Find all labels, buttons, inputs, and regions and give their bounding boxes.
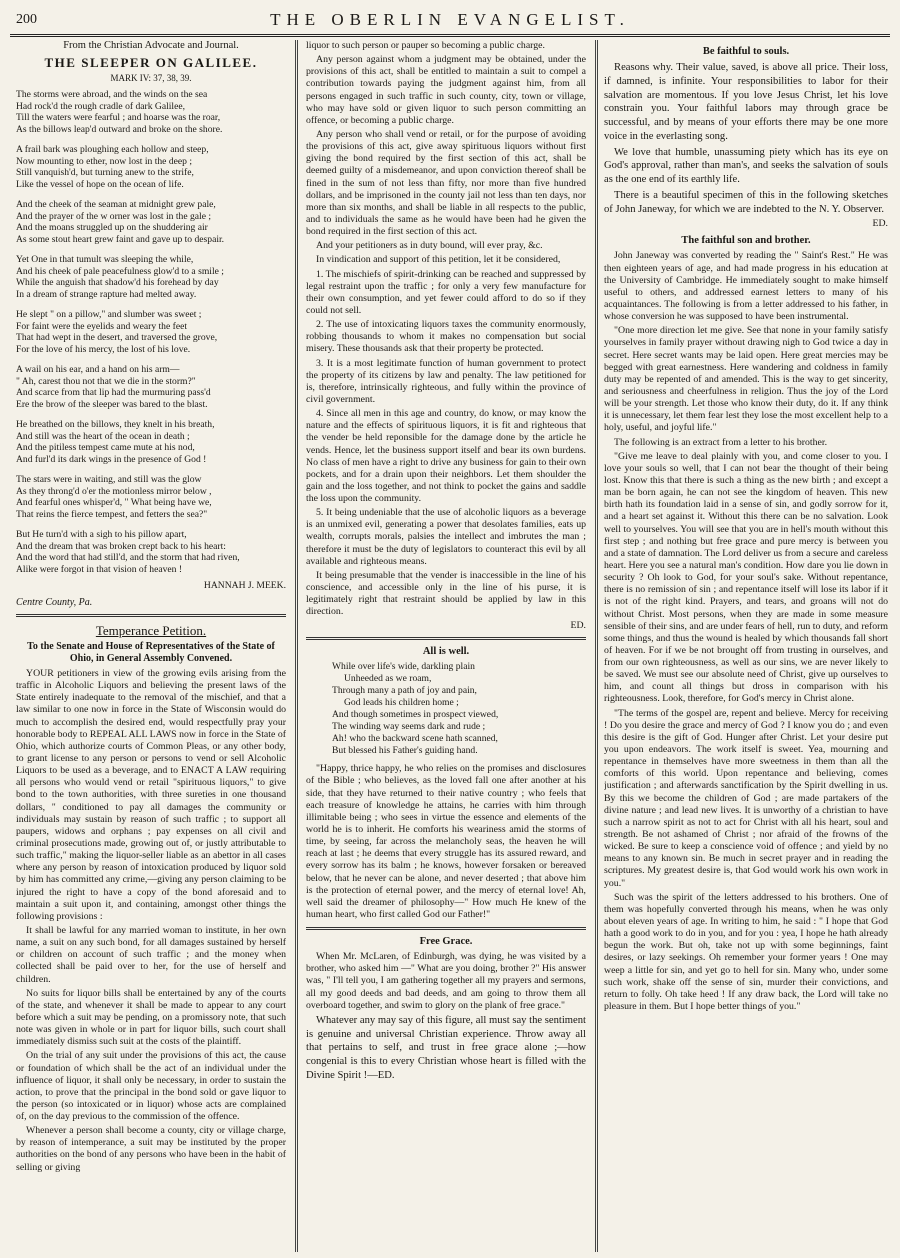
- poem-line: He slept " on a pillow," and slumber was sweet ;: [16, 309, 202, 320]
- section-divider: [306, 927, 586, 930]
- faithful-son-title: The faithful son and brother.: [681, 235, 811, 247]
- poem-line: " Ah, carest thou not that we die in the storm?": [16, 375, 196, 387]
- petition-paragraph: Any person against whom a judgment may be obtained, under the provisions of this act, shall be entitled to maintain a suit to compel a contribution towards paying the judgment against him, from all persons engaged in such traffic in such county, city, town or village, who may have sold or given liquor to such person committing an offence, or becoming a public charge.: [306, 54, 586, 126]
- poem-scripture: MARK IV: 37, 38, 39.: [110, 73, 192, 83]
- petition-paragraph: Whenever a person shall become a county, city or village charge, by reason of intemperance, a suit may be instituted by the proper authorities on the bond of any persons who have been in the habit of selling or giving: [16, 1125, 286, 1173]
- faithful-son-paragraph: "The terms of the gospel are, repent and believe. Mercy for receiving ! Do you desire the grace and mercy of God ? I know you do ; and even this desire is the gift of God. Hunger after Christ. Let your desire put you upon endeavors. The work itself is sweet. Yea, mourning and repentance in themselves have more sweetness in them than all the comforts of this world. Upon repentance and believing, comes justification ; and afterwards sanctification by the Spirit dwelling in us. By this we become the children of God ; are made partakers of the divine nature ; and lead new lives. It is unworthy of a christian to have such a narrow spirit as not to act for Christ with all his heart, soul and strength. Be not ashamed of Christ ; nor afraid of the frowns of the wicked. Be sure to keep a conscience void of offence ; and yield by no means to any known sin. Be much in secret prayer and in reading the scriptures. My greatest desire is, that God would work his own work in you.": [604, 707, 888, 889]
- all-is-well-title: All is well.: [422, 646, 470, 658]
- free-grace-title: Free Grace.: [419, 936, 473, 948]
- section-divider: [306, 637, 586, 640]
- column-divider: [295, 40, 298, 1252]
- poem-author: HANNAH J. MEEK.: [203, 580, 286, 591]
- poem-stanza: [16, 144, 286, 190]
- petition-paragraph: On the trial of any suit under the provisions of this act, the cause or foundation of which shall be the act of an individual under the influence of liquor, it shall only be necessary, in order to sustain the action, to prove that the principal in the bond sold or gave liquor to the person (so intoxicated or in liquor) whose acts are complained of, on the day previous to the commission of the offence.: [16, 1050, 286, 1123]
- poem-line: A frail bark was ploughing each hollow and steep,: [16, 144, 209, 155]
- poem-line: The storms were abroad, and the winds on the sea: [16, 89, 208, 100]
- poem-line: Had rock'd the rough cradle of dark Galilee,: [16, 100, 186, 112]
- poem-line: Still vanquish'd, but turning anew to the strife,: [16, 167, 194, 178]
- poem-line: And furl'd its dark wings in the presence of God !: [16, 453, 207, 465]
- vindication-paragraph: In vindication and support of this petition, let it be considered,: [316, 254, 561, 266]
- faithful-son-paragraph: "Give me leave to deal plainly with you, and come closer to you. I love your souls so well, that I can not bear the thought of their being lost. Know this that there is such a thing as the new birth ; and except a man be born again, he can not see the kingdom of heaven. This new birth hath its foundation laid in a sense of sin, and godly sorrow for it, and a heart set against it. Without this there can be no salvation. Look well to yourselves. You will see that you are in hell's mouth without this first step ; and nothing but free grace and pure mercy is between you and a state of damnation. The Lord deliver us from a secure and careless heart. Here you see a natural man's condition. How dare you lie down in security ? Oh look to God, for your soul's sake. Without repentance, there is no remission of sin ; and repentance itself will lose its labor if it is not of the right kind. Prayers, and tears, and groans will not do without Christ. Most persons, when they are made in some measure sensible of their sins, and are under fears of hell, run to duty, and reform some things, and thus the wound is healed by which thousands fall short of heaven. For if we be not brought off from trusting in ourselves, and from our own righteousness, as well as our sins, we are never likely to be saved. We must see our absolute need of Christ, give up ourselves to him, and count all things but dross in comparison with his righteousness. Look, therefore, for God's mercy in Christ alone.: [604, 450, 888, 705]
- poem-line: The stars were in waiting, and still was the glow: [16, 474, 202, 485]
- page-number: 200: [16, 12, 37, 27]
- poem-line: And still was the heart of the ocean in death ;: [16, 430, 190, 442]
- poem-line: While the anguish that shadow'd his forehead by day: [16, 277, 219, 288]
- poem-stanza: [16, 254, 286, 300]
- editor-signature: ED.: [872, 218, 888, 230]
- petition-title: Temperance Petition.: [95, 623, 207, 638]
- poem-line: He breathed on the billows, they knelt in his breath,: [16, 419, 215, 430]
- poem-place: Centre County, Pa.: [16, 597, 93, 608]
- poem-line: And the moans struggled up on the shuddering air: [16, 222, 208, 233]
- faithful-son-paragraph: John Janeway was converted by reading the " Saint's Rest." He was then eighteen years of age, and had made progress in his education at the University of Cambridge. He immediately sought to make himself useful to others, and addressed earnest letters to many of his acquaintances. The following is from a letter addressed to his father, in whose conversion he was supposed to have been instrumental.: [604, 250, 888, 323]
- petition-paragraph: And your petitioners as in duty bound, will ever pray, &c.: [316, 240, 543, 252]
- petition-paragraph: No suits for liquor bills shall be entertained by any of the courts of the state, and whenever it shall be made to appear to any court before which a suit may be pending, on a promissory note, that such note was given in whole or in part for liquor bills, such court shall immediately dismiss such suit at the costs of the plaintiff.: [16, 987, 286, 1048]
- poem-line: And his cheek of pale peacefulness glow'd to a smile ;: [16, 265, 224, 277]
- vindication-paragraph: 1. The mischiefs of spirit-drinking can be reached and suppressed by legal restraint upon the traffic ; for only a very few manufacture for their own consumption, and yet fewer could afford to do so if they could not sell.: [306, 268, 586, 316]
- vindication-paragraph: 3. It is a most legitimate function of human government to protect the property of its citizens by law and penalty. The law petitioned for is, therefore, intrinsically righteous, and fully within the province of civil government.: [306, 357, 586, 405]
- poem-line: And the prayer of the w orner was lost in the gale ;: [16, 210, 212, 222]
- masthead: THE OBERLIN EVANGELIST.: [270, 10, 630, 29]
- poem-line: Ere the brow of the sleeper was bared to the blast.: [16, 398, 208, 410]
- poem-line: And the word that had still'd, and the storm that had riven,: [16, 552, 240, 563]
- poem-line: The winding way seems dark and rude ;: [332, 721, 486, 733]
- poem-line: Unheeded as we roam,: [344, 673, 432, 685]
- poem-line: Till the waters were fearful ; and hoarse was the roar,: [16, 112, 221, 123]
- poem-line: As some stout heart grew faint and gave up to despair.: [16, 233, 225, 245]
- page-header: [10, 4, 890, 34]
- column-right: [604, 40, 888, 1250]
- faithful-son-paragraph: The following is an extract from a letter to his brother.: [614, 436, 828, 448]
- poem-source: From the Christian Advocate and Journal.: [63, 40, 239, 51]
- column-middle: [306, 40, 586, 1250]
- vindication-paragraph: 4. Since all men in this age and country, do know, or may know the nature and the effects of spirituous liquors, it is fit and righteous that the vender be held reponsible for the damage done by the article he vends. Hence, let the business support itself and bear its own burdens. No class of men have a right to drive any business for gain to their own pockets, and for a drain upon their neighbors. Let them shoulder the gain and the loss together, and not think to pocket the gains and saddle the loss upon the community.: [306, 408, 586, 505]
- petition-paragraph: liquor to such person or pauper so becoming a public charge.: [306, 40, 545, 51]
- faithful-to-souls-paragraph: We love that humble, unassuming piety which has its eye on God's approval, rather than man's, and seeks the salvation of souls as the one end of its earthly life.: [604, 146, 888, 186]
- petition-paragraph: YOUR petitioners in view of the growing evils arising from the traffic in Alcoholic Liquors and believing the present laws of the State entirely inadequate to the removal of the mischief, and that a law similar to one now in force in the State of Wisconsin would do much to accomplish the desired end, would respectfully pray your honorable body to REPEAL ALL LAWS now in force in the State of Ohio, which authorize courts of Common Pleas, or any other body, to grant license to any person or persons to vend or sell Alcoholic Liquors to be used as a beverage, and to ENACT A LAW requiring all persons who would vend or retail "spirituous liquors," to give bond to the town authorities, with three sureties in one thousand dollars, " conditioned to pay all damages the community or individuals may sustain by reason of such traffic ; to support all paupers, widows and orphans ; pay expenses on all civil and criminal prosecutions made, growing out of, or justly attributable to such traffic," making the liquor-seller liable as an abettor in all cases where any person by reason of intoxication produced by liquor sold by him has committed any crime,—giving any person claiming to be injured the right to have a copy of the bond aforesaid and to maintain a suit upon it, and containing, amongst other things the following provisions :: [16, 668, 286, 922]
- poem-line: And scarce from that lip had the murmuring pass'd: [16, 387, 211, 398]
- poem-line: God leads his children home ;: [344, 697, 459, 709]
- poem-line: As they throng'd o'er the motionless mirror below ,: [16, 485, 212, 497]
- poem-stanza: [16, 364, 286, 410]
- poem-line: Through many a path of joy and pain,: [332, 685, 477, 697]
- poem-line: A wail on his ear, and a hand on his arm—: [16, 364, 180, 375]
- editor-signature: ED.: [570, 620, 586, 632]
- poem-line: Alike were forgot in that vision of heaven !: [16, 563, 183, 575]
- all-is-well-poem: [332, 661, 586, 757]
- poem-stanza: [16, 529, 286, 575]
- poem-line: For the love of his mercy, the lost of his love.: [16, 343, 191, 355]
- poem-line: And the pitiless tempest came mute at his nod,: [16, 442, 195, 453]
- poem-stanza: [16, 199, 286, 245]
- poem-line: As the billows leap'd outward and broke on the shore.: [16, 123, 223, 135]
- all-is-well-paragraph: "Happy, thrice happy, he who relies on the promises and disclosures of the Bible ; who believes, as the loved fall one after another at his side, that they have returned to their native country ; who feels that each treasure of knowledge he attains, he carries with him through illimitable being ; who sees in virtue the essence and elements of the world he is to inherit. He comforts his weariness amid the storms of time, by seeing, far across the melancholy seas, the heaven he will reach at last ; he deems that every struggle has its assured reward, and every sorrow has its balm ; he knows, however forsaken or bereaved below, that he never can be alone, and never deserted ; that above him is the protection of eternal power, and the mercy of eternal love! Ah, well said the dreamer of philosophy—" How much He knew of the human heart, who first called God our Father!": [306, 763, 586, 921]
- poem-line: That had wept in the desert, and traversed the grove,: [16, 332, 218, 343]
- header-rule: [10, 34, 890, 37]
- poem-line: And though sometimes in prospect viewed,: [332, 709, 499, 721]
- column-left: [16, 40, 286, 1250]
- poem-line: For faint were the eyelids and weary the feet: [16, 320, 188, 332]
- vindication-paragraph: It being presumable that the vender is inaccessible in the line of his conscience, and accessible only in the line of his purse, it is legitimately right that restraint should be applied by law in this direction.: [306, 569, 586, 618]
- poem-line: Like the vessel of hope on the ocean of life.: [16, 178, 184, 190]
- poem-line: And the dream that was broken crept back to his heart:: [16, 540, 226, 552]
- vindication-paragraph: 5. It being undeniable that the use of alcoholic liquors as a beverage is an unmixed evil, generating a power that desolates families, eats up wealth, corrupts morals, palsies the intellect and imbrutes the man ; therefore it must be the duty of legislators to counteract this evil by all available and righteous means.: [306, 507, 586, 567]
- poem-stanza: [16, 474, 286, 520]
- faithful-to-souls-paragraph: There is a beautiful specimen of this in the following sketches of John Janeway, for which we are indebted to the N. Y. Observer.: [604, 189, 888, 215]
- poem-title: THE SLEEPER ON GALILEE.: [44, 55, 258, 70]
- poem-line: But blessed his Father's guiding hand.: [332, 745, 478, 757]
- faithful-to-souls-title: Be faithful to souls.: [702, 46, 790, 57]
- poem-stanza: [16, 309, 286, 355]
- free-grace-paragraph: When Mr. McLaren, of Edinburgh, was dying, he was visited by a brother, who asked him —" What are you doing, brother ?" His answer was, " I'll tell you, I am gathering together all my prayers and sermons, all my good deeds and bad deeds, and am going to throw them all overboard together, and swim to glory on the plank of free grace.": [306, 951, 586, 1011]
- petition-subtitle: To the Senate and House of Representatives of the State of Ohio, in General Assembly Convened.: [27, 641, 275, 664]
- faithful-son-paragraph: Such was the spirit of the letters addressed to his brothers. One of them was hopefully converted through his means, when he was only about eleven years of age. In writing to him, he said : " I hope that God hath a good work to do in you, and for you : yea, I hope he hath already begun the work. But oh, take not up with some beginnings, faint desires, or lazy seekings. Oh remember your former years ! One may weep a little for sin, and yet go to hell for sin. Many who, under some such work, shake off the sense of sin, murder their convictions, and return to folly. Oh take heed ! If any draw back, the Lord will take no pleasure in them. But I hope better things of you.": [604, 891, 888, 1012]
- poem-stanza: [16, 419, 286, 465]
- poem-line: And fearful ones whisper'd, " What being have we,: [16, 497, 212, 508]
- poem-line: But He turn'd with a sigh to his pillow apart,: [16, 529, 187, 540]
- section-divider: [16, 614, 286, 617]
- poem-line: Now mounting to ether, now lost in the deep ;: [16, 155, 193, 167]
- poem-line: And the cheek of the seaman at midnight grew pale,: [16, 199, 216, 210]
- poem-line: That reins the fierce tempest, and fetters the sea?": [16, 508, 208, 520]
- vindication-paragraph: 2. The use of intoxicating liquors taxes the community enormously, robbing thousands to whom it makes no compensation but social misery. These thousands ask that their property be protected.: [306, 319, 586, 355]
- poem-stanza: [16, 89, 286, 135]
- faithful-to-souls-paragraph: Reasons why. Their value, saved, is above all price. Their loss, if damned, is infinite. Your responsibilities to labor for their salvation are momentous. If you love Jesus Christ, let his love constrain you. Your faithful labors may through grace be successful, and by means of your efforts there may be one more voice in the everlasting song.: [604, 62, 888, 142]
- petition-paragraph: It shall be lawful for any married woman to institute, in her own name, a suit on any such bond, for all damages sustained by herself or children on account of such traffic ; and the money when collected shall be paid over to her, for the use of herself and children.: [16, 924, 286, 985]
- poem-line: Yet One in that tumult was sleeping the while,: [16, 254, 194, 265]
- faithful-son-paragraph: "One more direction let me give. See that none in your family satisfy yourselves in family prayer without drawing nigh to God twice a day in secret. Here secret wants may be laid open. Here great mercies may be begged with great earnestness. Here wandering and coldness in family duty may be repented of and amended. This is the way to get sincerity, and seriousness and cheerfulness in religion. Thus the joy of the Lord will be your strength. Let those who know their duty, do it. If any think it is unnecessary, let them fear lest they lose the most excellent help to a holy, useful, and joyful life.": [604, 325, 888, 434]
- poem-line: In a dream of strange rapture had melted away.: [16, 288, 197, 300]
- petition-paragraph: Any person who shall vend or retail, or for the purpose of avoiding the provisions of this act, give away spirituous liquors without first giving the bond required by the first section of this act, shall be deemed guilty of a misdemeanor, and upon conviction thereof shall be fined in the sum of not less than fifty, nor more than five hundred dollars, and be imprisoned in the county jail not less than ten days, nor more than six months, and shall be liable in all respects to the public, and to individuals the same as he would have been had he given the bond required in the first section of this act.: [306, 128, 586, 238]
- free-grace-paragraph: Whatever any may say of this figure, all must say the sentiment is genuine and universal Christian experience. Throw away all that pertains to self, and trust in free grace alone ;—how congenial is this to every Christian whose heart is filled with the Divine Spirit !—ED.: [306, 1014, 586, 1081]
- poem-line: While over life's wide, darkling plain: [332, 661, 475, 673]
- column-divider: [595, 40, 598, 1252]
- poem-line: Ah! who the backward scene hath scanned,: [332, 733, 498, 745]
